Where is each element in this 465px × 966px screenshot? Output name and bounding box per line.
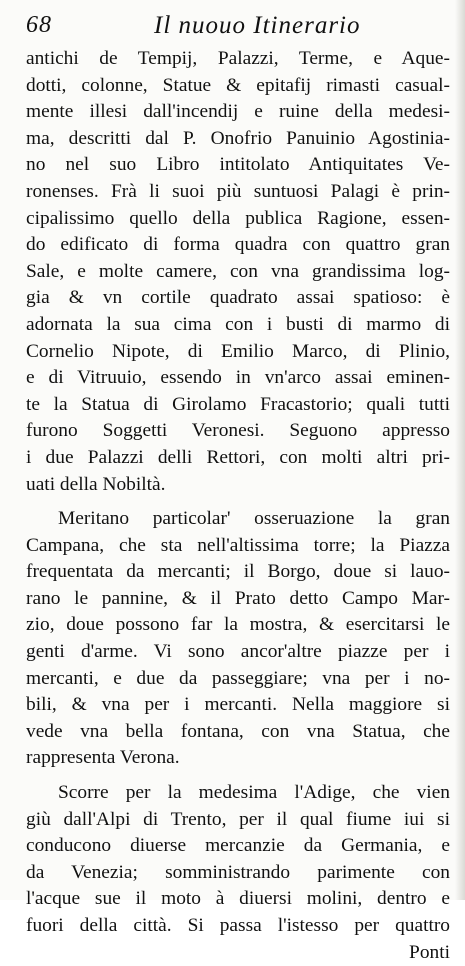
text-line: da Venezia; somministrando parimente con bbox=[26, 861, 450, 883]
running-title: Il nuouo Itinerario bbox=[154, 12, 361, 39]
text-line: bili, & vna per i mercanti. Nella maggiore si bbox=[26, 694, 450, 716]
text-line: genti d'arme. Vi sono ancor'altre piazze per i bbox=[26, 641, 450, 663]
page-header bbox=[26, 10, 446, 46]
text-line: antichi de Tempij, Palazzi, Terme, e Aque- bbox=[26, 48, 450, 69]
page-gutter-shadow bbox=[455, 0, 465, 900]
text-line: giù dall'Alpi di Trento, per il qual fiume iui si bbox=[26, 808, 450, 830]
text-line: vede vna bella fontana, con vna Statua, che bbox=[26, 720, 450, 742]
text-line: Campana, che sta nell'altissima torre; la Piazza bbox=[26, 534, 450, 556]
text-line: Sale, e molte camere, con vna grandissima log- bbox=[26, 260, 450, 282]
text-line: furono Soggetti Veronesi. Seguono appresso bbox=[26, 420, 450, 442]
text-line: frequentata da mercanti; il Borgo, doue si lauo- bbox=[26, 561, 450, 583]
text-line: te la Statua di Girolamo Fracastorio; quali tutti bbox=[26, 393, 450, 415]
text-line: Scorre per la medesima l'Adige, che vien bbox=[58, 782, 450, 804]
text-line: rano le pannine, & il Prato detto Campo Mar- bbox=[26, 587, 450, 609]
text-line: e di Vitruuio, essendo in vn'arco assai eminen- bbox=[26, 367, 450, 389]
text-line: uati della Nobiltà. bbox=[26, 473, 166, 495]
text-line: ma, descritti dal P. Onofrio Panuinio Agostinia- bbox=[26, 127, 450, 149]
text-line: mercanti, e due da passeggiare; vna per i no- bbox=[26, 667, 450, 689]
body-text bbox=[26, 46, 450, 966]
text-line: fuori della città. Si passa l'istesso per quattro bbox=[26, 915, 450, 936]
text-line: l'acque sue il moto à diuersi molini, dentro e bbox=[26, 888, 450, 910]
text-line: Meritano particolar' osseruazione la gran bbox=[58, 508, 450, 530]
text-line: zio, doue possono far la mostra, & esercitarsi le bbox=[26, 614, 450, 636]
text-line: conducono diuerse mercanzie da Germania, e bbox=[26, 835, 450, 857]
text-line: adornata la sua cima con i busti di marmo di bbox=[26, 313, 450, 335]
text-line: no nel suo Libro intitolato Antiquitates Ve- bbox=[26, 154, 450, 176]
page-number: 68 bbox=[26, 12, 52, 38]
text-line: rappresenta Verona. bbox=[26, 747, 180, 769]
text-line: ronenses. Frà li suoi più suntuosi Palagi è prin- bbox=[26, 180, 450, 202]
text-line: do edificato di forma quadra con quattro gran bbox=[26, 234, 450, 256]
text-line: Cornelio Nipote, di Emilio Marco, di Plinio, bbox=[26, 340, 450, 362]
text-line: dotti, colonne, Statue & epitafij rimasti casual- bbox=[26, 74, 450, 96]
text-line: i due Palazzi delli Rettori, con molti altri pri- bbox=[26, 446, 450, 468]
text-line: cipalissimo quello della publica Ragione, essen- bbox=[26, 207, 450, 229]
catchword: Ponti bbox=[409, 941, 450, 963]
text-line: mente illesi dall'incendij e ruine della medesi- bbox=[26, 101, 450, 123]
text-line: gia & vn cortile quadrato assai spatioso: è bbox=[26, 287, 450, 309]
